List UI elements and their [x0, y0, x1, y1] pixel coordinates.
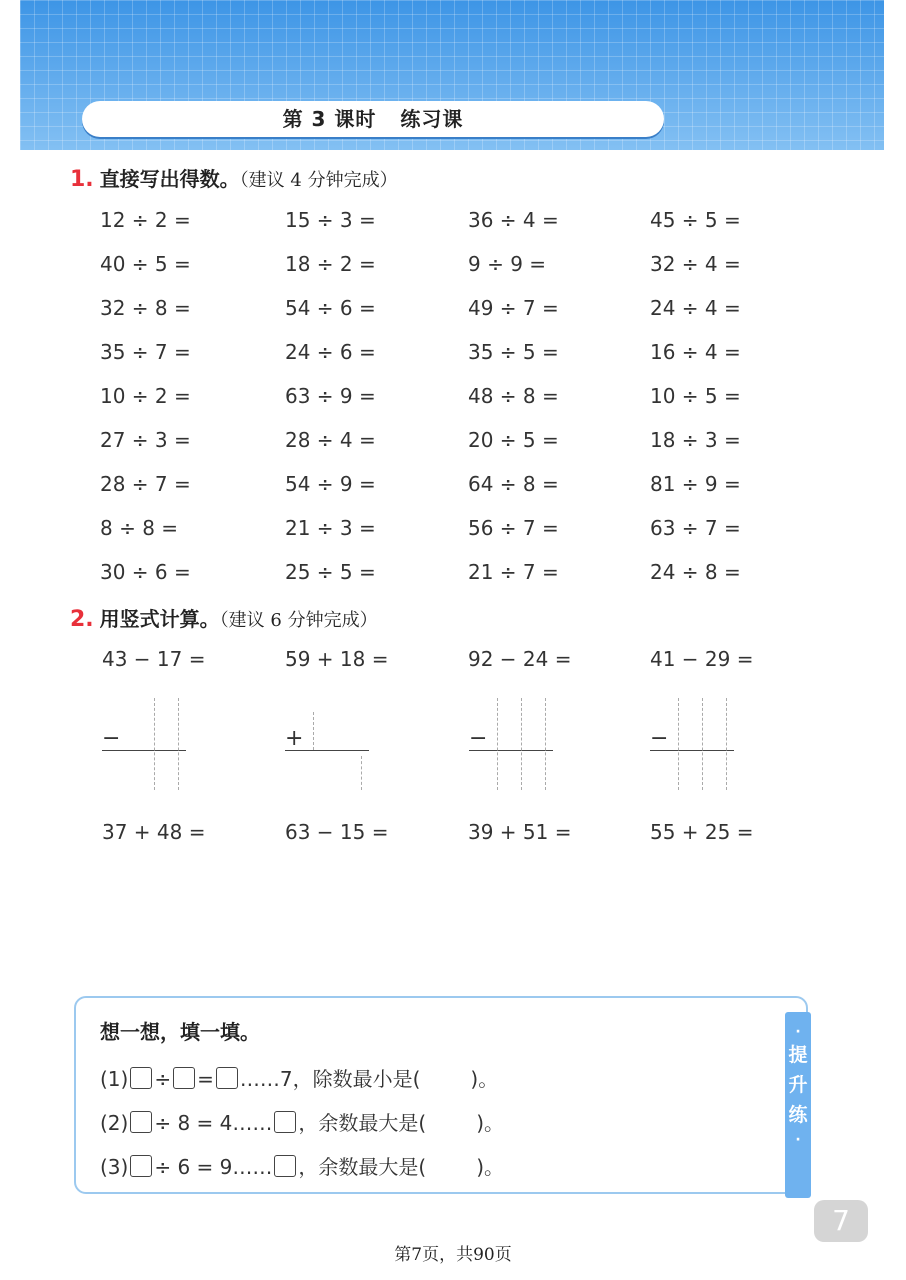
- column-guide: [313, 712, 314, 750]
- q1-problem: 48 ÷ 8 =: [468, 384, 559, 408]
- q1-problem: 21 ÷ 3 =: [285, 516, 376, 540]
- dividend-box[interactable]: [130, 1067, 152, 1089]
- q2-problem: 41 − 29 =: [650, 647, 754, 671]
- challenge-title: 想一想，填一填。: [100, 1020, 260, 1044]
- result-line: [285, 750, 369, 751]
- item-text: ，余数最大是(: [298, 1111, 427, 1135]
- q1-problem: 24 ÷ 6 =: [285, 340, 376, 364]
- q2-number: 2.: [70, 607, 94, 632]
- q1-problem: 64 ÷ 8 =: [468, 472, 559, 496]
- q1-problem: 18 ÷ 3 =: [650, 428, 741, 452]
- q1-problem: 35 ÷ 5 =: [468, 340, 559, 364]
- vertical-work-area: [102, 698, 202, 798]
- q1-problem: 45 ÷ 5 =: [650, 208, 741, 232]
- q2-problem: 55 + 25 =: [650, 820, 754, 844]
- operator-sign: +: [285, 726, 304, 751]
- operator-sign: −: [102, 726, 121, 751]
- challenge-item-1: [100, 1063, 498, 1092]
- item-text: )。: [476, 1111, 505, 1135]
- item-text: =: [197, 1067, 214, 1091]
- challenge-item-3: [100, 1151, 504, 1180]
- q1-problem: 63 ÷ 9 =: [285, 384, 376, 408]
- q1-heading: [70, 163, 398, 192]
- remainder-box[interactable]: [274, 1155, 296, 1177]
- q1-problem: 25 ÷ 5 =: [285, 560, 376, 584]
- vertical-work-area: [469, 698, 569, 798]
- q1-problem: 81 ÷ 9 =: [650, 472, 741, 496]
- item-label: (3): [100, 1155, 129, 1179]
- dividend-box[interactable]: [130, 1111, 152, 1133]
- vertical-work-area: [650, 698, 750, 798]
- lesson-title: [82, 101, 664, 137]
- q2-heading: [70, 603, 378, 632]
- challenge-item-2: [100, 1107, 504, 1136]
- quotient-box[interactable]: [216, 1067, 238, 1089]
- q1-instruction: 直接写出得数。: [99, 167, 240, 191]
- item-label: (2): [100, 1111, 129, 1135]
- side-tab-char: 升: [788, 1074, 808, 1096]
- q1-problem: 21 ÷ 7 =: [468, 560, 559, 584]
- q2-problem: 92 − 24 =: [468, 647, 572, 671]
- item-text: ÷: [154, 1067, 172, 1091]
- q2-problem: 63 − 15 =: [285, 820, 389, 844]
- side-tab-char: 提: [788, 1044, 808, 1066]
- q1-problem: 49 ÷ 7 =: [468, 296, 559, 320]
- q1-problem: 32 ÷ 8 =: [100, 296, 191, 320]
- result-line: [469, 750, 553, 751]
- page-number-badge: 7: [814, 1200, 868, 1242]
- q1-problem: 35 ÷ 7 =: [100, 340, 191, 364]
- q1-note: （建议 4 分钟完成）: [239, 170, 398, 191]
- column-guide: [678, 698, 679, 790]
- q1-problem: 30 ÷ 6 =: [100, 560, 191, 584]
- q2-note: （建议 6 分钟完成）: [219, 610, 378, 631]
- dividend-box[interactable]: [130, 1155, 152, 1177]
- q1-problem: 24 ÷ 8 =: [650, 560, 741, 584]
- column-guide: [702, 698, 703, 790]
- item-text: )。: [470, 1067, 499, 1091]
- column-guide: [521, 698, 522, 790]
- q1-problem: 12 ÷ 2 =: [100, 208, 191, 232]
- q1-problem: 24 ÷ 4 =: [650, 296, 741, 320]
- column-guide: [154, 698, 155, 790]
- side-tab-dot: ·: [795, 1024, 801, 1040]
- divisor-box[interactable]: [173, 1067, 195, 1089]
- q1-problem: 56 ÷ 7 =: [468, 516, 559, 540]
- q2-instruction: 用竖式计算。: [99, 607, 220, 631]
- remainder-box[interactable]: [274, 1111, 296, 1133]
- q1-problem: 8 ÷ 8 =: [100, 516, 179, 540]
- result-line: [650, 750, 734, 751]
- page-footer: 第7页，共90页: [394, 1245, 512, 1265]
- column-guide: [361, 756, 362, 790]
- item-label: (1): [100, 1067, 129, 1091]
- operator-sign: −: [650, 726, 669, 751]
- q1-number: 1.: [70, 167, 94, 192]
- lesson-name: 练习课: [400, 107, 464, 131]
- column-guide: [497, 698, 498, 790]
- side-tab-advanced-practice: [785, 1012, 811, 1198]
- column-guide: [545, 698, 546, 790]
- q1-problem: 28 ÷ 4 =: [285, 428, 376, 452]
- q1-problem: 36 ÷ 4 =: [468, 208, 559, 232]
- q1-problem: 10 ÷ 5 =: [650, 384, 741, 408]
- q2-problem: 59 + 18 =: [285, 647, 389, 671]
- item-text: ÷ 8 = 4……: [154, 1111, 273, 1135]
- column-guide: [726, 698, 727, 790]
- vertical-work-area: [285, 712, 385, 812]
- q1-problem: 10 ÷ 2 =: [100, 384, 191, 408]
- q1-problem: 28 ÷ 7 =: [100, 472, 191, 496]
- q1-problem: 40 ÷ 5 =: [100, 252, 191, 276]
- side-tab-char: 练: [788, 1104, 808, 1126]
- q1-problem: 54 ÷ 9 =: [285, 472, 376, 496]
- q2-problem: 37 + 48 =: [102, 820, 206, 844]
- operator-sign: −: [469, 726, 488, 751]
- item-text: ，余数最大是(: [298, 1155, 427, 1179]
- q1-problem: 20 ÷ 5 =: [468, 428, 559, 452]
- column-guide: [178, 698, 179, 790]
- item-text: )。: [476, 1155, 505, 1179]
- q1-problem: 15 ÷ 3 =: [285, 208, 376, 232]
- q1-problem: 9 ÷ 9 =: [468, 252, 547, 276]
- q1-problem: 27 ÷ 3 =: [100, 428, 191, 452]
- q1-problem: 18 ÷ 2 =: [285, 252, 376, 276]
- q2-problem: 39 + 51 =: [468, 820, 572, 844]
- q1-problem: 32 ÷ 4 =: [650, 252, 741, 276]
- result-line: [102, 750, 186, 751]
- item-text: ……7，除数最小是(: [239, 1067, 421, 1091]
- q1-problem: 54 ÷ 6 =: [285, 296, 376, 320]
- q2-problem: 43 − 17 =: [102, 647, 206, 671]
- lesson-number: 第 3 课时: [282, 107, 377, 131]
- item-text: ÷ 6 = 9……: [154, 1155, 273, 1179]
- q1-problem: 63 ÷ 7 =: [650, 516, 741, 540]
- side-tab-dot: ·: [795, 1132, 801, 1148]
- q1-problem: 16 ÷ 4 =: [650, 340, 741, 364]
